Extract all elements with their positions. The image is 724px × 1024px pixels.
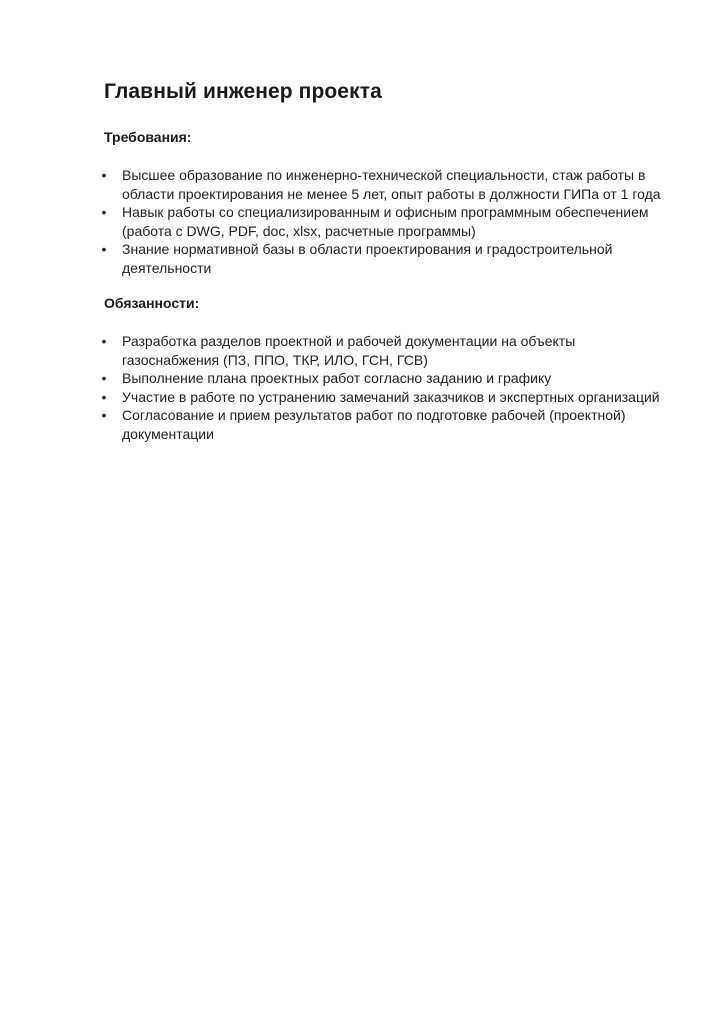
bullet-icon: • [101, 241, 107, 258]
list-item-text: области проектирования не менее 5 лет, опыт работы в должности ГИПа от 1 года [122, 185, 661, 202]
requirements-heading: Требования: [104, 129, 192, 145]
bullet-icon: • [101, 167, 107, 183]
list-item-text: (работа с DWG, PDF, doc, xlsx, расчетные программы) [122, 222, 476, 239]
list-item [98, 369, 678, 388]
duties-heading: Обязанности: [104, 295, 200, 311]
bullet-icon: • [101, 388, 107, 405]
list-item-text: Участие в работе по устранению замечаний заказчиков и экспертных организаций [122, 388, 660, 405]
bullet-icon: • [101, 204, 107, 221]
bullet-icon: • [101, 370, 107, 387]
list-item [98, 388, 678, 407]
list-item [98, 240, 678, 277]
list-item [98, 406, 678, 443]
list-item-text: газоснабжения (ПЗ, ППО, ТКР, ИЛО, ГСН, ГСВ) [122, 351, 428, 368]
list-item-text: Выполнение плана проектных работ согласно заданию и графику [122, 370, 552, 387]
list-item-text: документации [122, 425, 214, 442]
list-item [98, 332, 678, 369]
bullet-icon: • [101, 407, 107, 424]
list-item-text: Высшее образование по инженерно-технической специальности, стаж работы в [122, 167, 646, 183]
bullet-icon: • [101, 333, 107, 349]
list-item [98, 203, 678, 240]
list-item-text: Знание нормативной базы в области проектирования и градостроительной [122, 241, 613, 258]
duties-list [98, 332, 678, 444]
list-item-text: деятельности [122, 259, 212, 276]
page-title: Главный инженер проекта [104, 80, 382, 103]
list-item [98, 166, 678, 203]
list-item-text: Согласование и прием результатов работ по подготовке рабочей (проектной) [122, 407, 626, 424]
list-item-text: Навык работы со специализированным и офисным программным обеспечением [122, 204, 649, 221]
requirements-list [98, 166, 678, 278]
list-item-text: Разработка разделов проектной и рабочей документации на объекты [122, 333, 576, 349]
